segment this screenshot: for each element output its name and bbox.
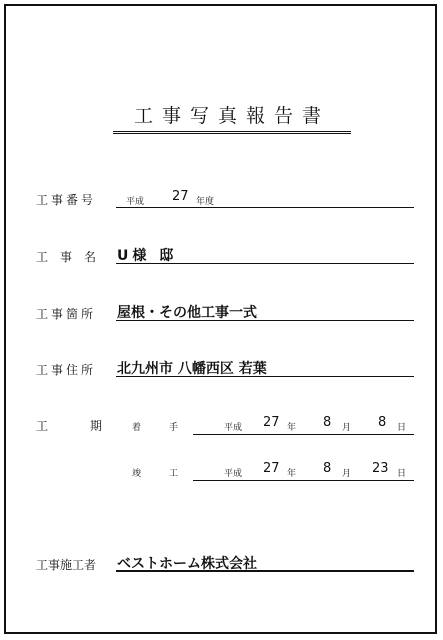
start-month: 8	[323, 415, 332, 430]
end-underline	[193, 480, 414, 481]
start-day-unit: 日	[397, 423, 407, 433]
end-month-unit: 月	[342, 469, 352, 479]
end-year: 27	[263, 461, 280, 476]
start-label: 着手	[132, 423, 207, 433]
address-underline	[116, 376, 414, 377]
construction-name-value: U様 邸	[117, 248, 178, 264]
number-suffix: 年度	[196, 197, 215, 207]
start-underline	[193, 434, 414, 435]
name-underline	[116, 263, 414, 264]
label-construction-location: 工事箇所	[36, 307, 97, 321]
document-title: 工事写真報告書	[113, 101, 351, 134]
contractor-value: ベストホーム株式会社	[117, 556, 257, 572]
location-underline	[116, 320, 414, 321]
label-construction-address: 工事住所	[36, 363, 97, 377]
end-label: 竣工	[132, 469, 207, 479]
start-era: 平成	[224, 423, 243, 433]
end-day: 23	[372, 461, 389, 476]
end-era: 平成	[224, 469, 243, 479]
construction-address-value: 北九州市 八幡西区 若葉	[117, 361, 267, 377]
construction-location-value: 屋根・その他工事一式	[117, 305, 257, 321]
label-construction-number: 工事番号	[36, 193, 97, 207]
end-year-unit: 年	[287, 469, 297, 479]
number-year: 27	[172, 189, 189, 204]
start-year: 27	[263, 415, 280, 430]
start-year-unit: 年	[287, 423, 297, 433]
contractor-underline	[116, 570, 414, 572]
end-month: 8	[323, 461, 332, 476]
start-day: 8	[378, 415, 387, 430]
number-underline	[116, 207, 414, 208]
label-contractor: 工事施工者	[36, 558, 97, 572]
number-era: 平成	[126, 197, 145, 207]
end-day-unit: 日	[397, 469, 407, 479]
start-month-unit: 月	[342, 423, 352, 433]
label-construction-period: 工期	[36, 419, 145, 433]
label-construction-name: 工事名	[36, 250, 109, 264]
